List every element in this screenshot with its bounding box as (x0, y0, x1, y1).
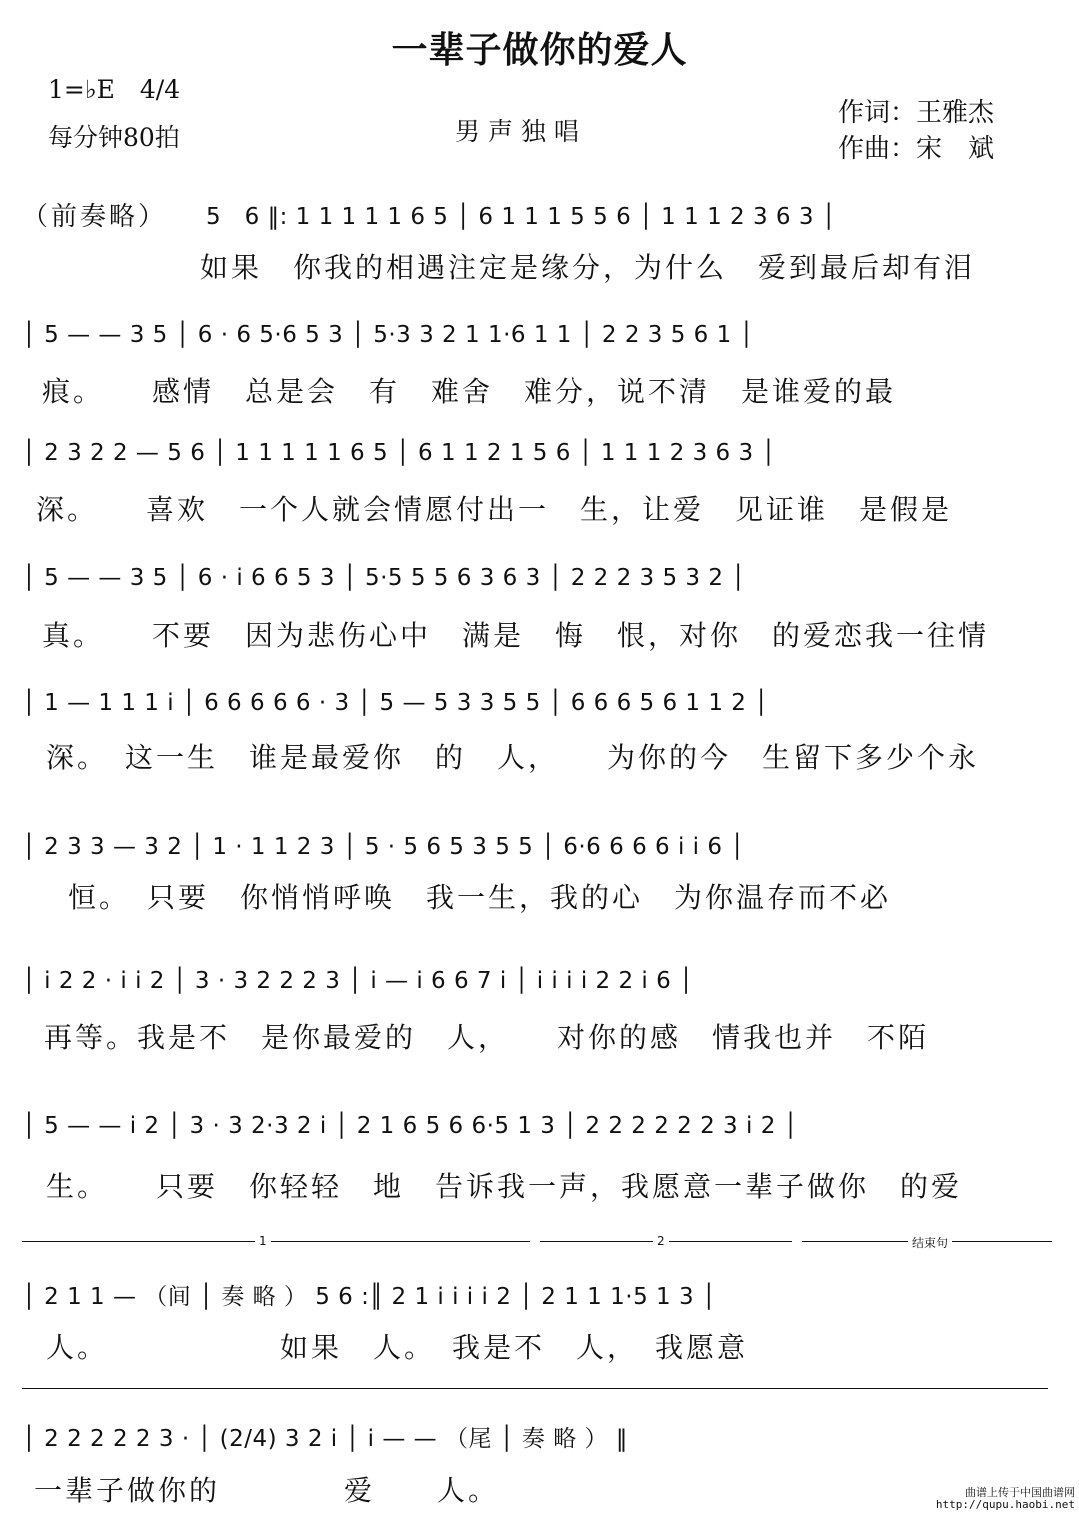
performance-type: 男 声 独 唱 (455, 117, 579, 146)
notation-row: │ 5 — — i 2 │ 3 · 3 2·3 2 i │ 2 1 6 5 6 6·5 1 3 │ 2 2 2 2 2 2 3 i 2 │ (22, 1113, 798, 1139)
lyric-row: 深。 这一生 谁是最爱你 的 人， 为你的今 生留下多少个永 (46, 741, 980, 774)
notation-row: │ i 2 2 · i i 2 │ 3 · 3 2 2 2 3 │ i — i 6 6 7 i │ i i i i 2 2 i 6 │ (22, 968, 694, 994)
lyric-row: 一辈子做你的 爱 人。 (34, 1474, 500, 1507)
notation-row: │ 5 — — 3 5 │ 6 · 6 5·6 5 3 │ 5·3 3 2 1 1·6 1 1 │ 2 2 3 5 6 1 │ (22, 322, 754, 348)
notation-row: │ 1 — 1 1 1 i │ 6 6 6 6 6 · 3 │ 5 — 5 3 3 5 5 │ 6 6 6 5 6 1 1 2 │ (22, 690, 769, 716)
notation-row: │ 2 3 2 2 — 5 6 │ 1 1 1 1 1 6 5 │ 6 1 1 2 1 5 6 │ 1 1 1 2 3 6 3 │ (22, 440, 776, 466)
ending-label: 结束句 (908, 1234, 952, 1251)
lyric-row: 恒。 只要 你悄悄呼唤 我一生，我的心 为你温存而不必 (68, 881, 892, 914)
page-title: 一辈子做你的爱人 (391, 30, 688, 71)
notation-row: │ 2 3 3 — 3 2 │ 1 · 1 1 2 3 │ 5 · 5 6 5 3 5 5 │ 6·6 6 6 6 i i 6 │ (22, 834, 745, 860)
intro-note: （前奏略） (22, 202, 168, 232)
notation-row: 5 6 ‖: 1 1 1 1 1 6 5 │ 6 1 1 1 5 5 6 │ 1 1 1 2 3 6 3 │ (206, 204, 837, 230)
key-signature: 1=♭E 4/4 (48, 75, 181, 104)
notation-row: │ 2 2 2 2 2 3 · │ (2/4) 3 2 i │ i — — （尾 │ 奏 略 ） ‖ (22, 1426, 628, 1452)
notation-row: │ 5 — — 3 5 │ 6 · i 6 6 5 3 │ 5·5 5 5 6 3 6 3 │ 2 2 2 3 5 3 2 │ (22, 565, 746, 591)
phrase-bracket (22, 1388, 1048, 1389)
lyric-row: 人。 如果 人。 我是不 人， 我愿意 (46, 1331, 749, 1364)
lyricist-credit: 作词：王雅杰 (838, 98, 995, 128)
notation-row: │ 2 1 1 — （间 │ 奏 略 ） 5 6 :║ 2 1 i i i i 2 │ 2 1 1 1·5 1 3 │ (22, 1284, 717, 1310)
lyric-row: 真。 不要 因为悲伤心中 满是 悔 恨，对你 的爱恋我一往情 (42, 619, 990, 652)
first-ending-number: 1 (255, 1234, 271, 1248)
lyric-row: 生。 只要 你轻轻 地 告诉我一声，我愿意一辈子做你 的爱 (46, 1170, 963, 1203)
source-watermark: 曲谱上传于中国曲谱网 http://qupu.haobi.net (935, 1486, 1075, 1511)
tempo-marking: 每分钟80拍 (48, 123, 180, 152)
lyric-row: 深。 喜欢 一个人就会情愿付出一 生，让爱 见证谁 是假是 (36, 493, 953, 526)
first-ending-bracket (22, 1241, 530, 1242)
lyric-row: 如果 你我的相遇注定是缘分，为什么 爱到最后却有泪 (200, 251, 976, 284)
composer-credit: 作曲：宋 斌 (838, 134, 995, 164)
lyric-row: 痕。 感情 总是会 有 难舍 难分，说不清 是谁爱的最 (42, 375, 897, 408)
second-ending-number: 2 (653, 1234, 669, 1248)
lyric-row: 再等。我是不 是你最爱的 人， 对你的感 情我也并 不陌 (44, 1021, 930, 1054)
